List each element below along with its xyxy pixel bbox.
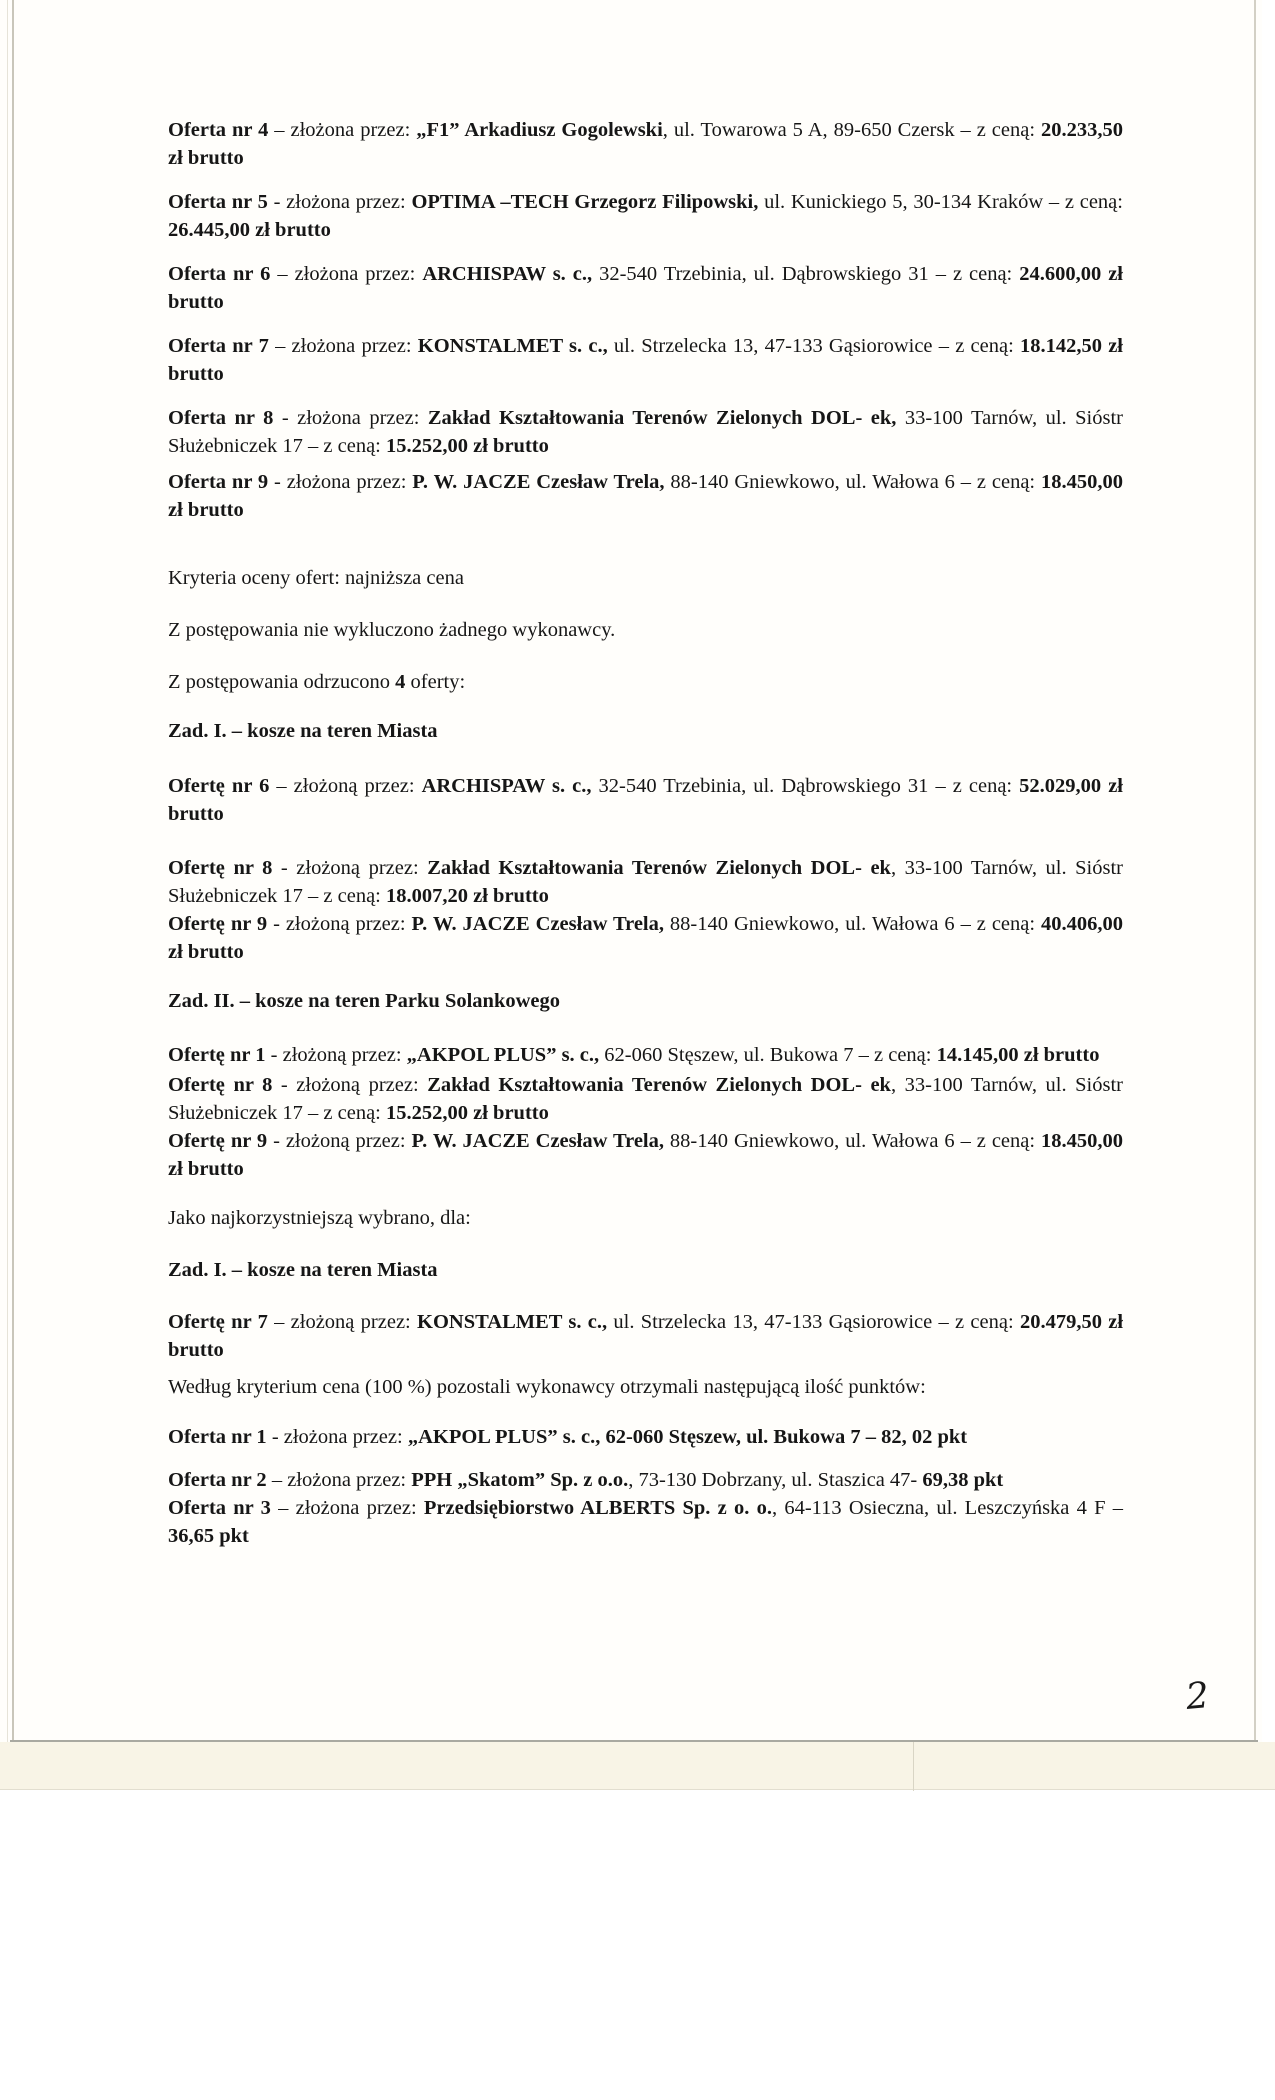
offer-paragraph-7 — [168, 332, 1123, 388]
offer-paragraph-9 — [168, 468, 1123, 524]
text-segment: KONSTALMET s. c., — [417, 335, 608, 357]
text-segment: ARCHISPAW s. c., — [422, 263, 593, 285]
text-segment: 40.406,00 zł brutto — [168, 913, 1123, 963]
text-segment: Z postępowania odrzucono — [168, 671, 396, 693]
text-segment: Zad. II. – kosze na teren Parku Solankowego — [168, 990, 561, 1012]
criteria-line — [168, 564, 1123, 592]
text-segment: OPTIMA –TECH Grzegorz Filipowski, — [411, 191, 759, 213]
text-segment: ul. Strzelecka 13, 47-133 Gąsiorowice – z ceną: — [607, 1311, 1020, 1333]
text-segment: Oferta nr 8 — [168, 407, 274, 429]
text-segment: Ofertę nr 1 — [168, 1044, 266, 1066]
rejected-offer-8-task2 — [168, 1071, 1123, 1127]
text-segment: Oferta nr 1 — [168, 1426, 267, 1448]
text-segment: 4 — [395, 671, 406, 693]
text-segment: - złożoną przez: — [267, 1130, 412, 1152]
scan-edge-right — [1254, 0, 1256, 1742]
text-segment: oferty: — [405, 671, 466, 693]
text-segment: Oferta nr 3 — [168, 1497, 271, 1519]
points-offer-2 — [168, 1466, 1123, 1494]
text-segment: 88-140 Gniewkowo, ul. Wałowa 6 – z ceną: — [664, 913, 1041, 935]
scanner-background-band — [0, 1742, 1275, 1790]
text-segment: - złożoną przez: — [267, 913, 412, 935]
text-segment: 32-540 Trzebinia, ul. Dąbrowskiego 31 – z ceną: — [591, 775, 1020, 797]
text-segment: – złożoną przez: — [267, 1311, 418, 1333]
text-segment: Oferta nr 7 — [168, 335, 269, 357]
text-segment: Kryteria oceny ofert: najniższa cena — [168, 567, 464, 589]
points-offer-3 — [168, 1494, 1123, 1550]
scan-artifact-line — [913, 1742, 914, 1791]
text-segment: Zad. I. – kosze na teren Miasta — [168, 720, 438, 742]
text-segment: - złożona przez: — [268, 471, 413, 493]
text-segment: Zakład Kształtowania Terenów Zielonych DOL- ek — [427, 857, 891, 879]
text-segment: 24.600,00 zł brutto — [168, 263, 1123, 313]
text-segment: 26.445,00 zł brutto — [168, 219, 331, 241]
text-segment: 88-140 Gniewkowo, ul. Wałowa 6 – z ceną: — [664, 1130, 1041, 1152]
text-segment: Z postępowania nie wykluczono żadnego wykonawcy. — [168, 619, 616, 641]
text-segment: , 73-130 Dobrzany, ul. Staszica 47- — [628, 1469, 923, 1491]
text-segment: 52.029,00 zł brutto — [168, 775, 1124, 825]
text-segment: – złożoną przez: — [269, 775, 422, 797]
text-segment: – złożona przez: — [266, 1469, 412, 1491]
text-segment: Oferta nr 6 — [168, 263, 271, 285]
text-segment: P. W. JACZE Czesław Trela, — [412, 471, 665, 493]
text-segment: - złożona przez: — [267, 191, 412, 213]
text-segment: 88-140 Gniewkowo, ul. Wałowa 6 – z ceną: — [664, 471, 1041, 493]
text-segment: Jako najkorzystniejszą wybrano, dla: — [168, 1207, 471, 1229]
text-segment: 20.479,50 zł brutto — [168, 1311, 1124, 1361]
text-segment: Oferta nr 9 — [168, 471, 269, 493]
text-segment: Ofertę nr 9 — [168, 913, 268, 935]
rejected-offer-6 — [168, 772, 1123, 828]
text-segment: – złożona przez: — [270, 263, 423, 285]
text-segment: – złożona przez: — [268, 119, 417, 141]
text-segment: Według kryterium cena (100 %) pozostali wykonawcy otrzymali następującą ilość punktów: — [168, 1376, 926, 1398]
text-segment: Zad. I. – kosze na teren Miasta — [168, 1259, 438, 1281]
text-segment: , 33-100 Tarnów, ul. Sióstr Służebniczek 17 – z ceną: — [168, 1074, 1124, 1124]
winning-offer-7 — [168, 1308, 1123, 1364]
text-segment: Ofertę nr 9 — [168, 1130, 268, 1152]
text-segment: KONSTALMET s. c., — [417, 1311, 608, 1333]
text-segment: Przedsiębiorstwo ALBERTS Sp. z o. o. — [423, 1497, 772, 1519]
text-segment: 62-060 Stęszew, ul. Bukowa 7 – z ceną: — [599, 1044, 937, 1066]
text-segment: Zakład Kształtowania Terenów Zielonych DOL- ek — [427, 1074, 891, 1096]
text-segment: , 64-113 Osieczna, ul. Leszczyńska 4 F – — [771, 1497, 1123, 1519]
text-segment: - złożoną przez: — [265, 1044, 407, 1066]
points-offer-1 — [168, 1423, 1123, 1451]
scan-edge-left — [12, 0, 14, 1742]
text-segment: Ofertę nr 6 — [168, 775, 270, 797]
text-segment: Oferta nr 4 — [168, 119, 269, 141]
text-segment: 15.252,00 zł brutto — [386, 435, 549, 457]
text-segment: Ofertę nr 8 — [168, 1074, 273, 1096]
offer-paragraph-6 — [168, 260, 1123, 316]
text-segment: - złożona przez: — [266, 1426, 408, 1448]
text-segment: , ul. Towarowa 5 A, 89-650 Czersk – z ceną: — [662, 119, 1041, 141]
text-segment: „AKPOL PLUS” s. c., 62-060 Stęszew, ul. Bukowa 7 – 82, 02 pkt — [407, 1426, 968, 1448]
points-intro-line — [168, 1373, 1123, 1401]
text-segment: Oferta nr 5 — [168, 191, 268, 213]
task1-heading — [168, 717, 1123, 745]
text-segment: P. W. JACZE Czesław Trela, — [411, 913, 664, 935]
text-segment: Oferta nr 2 — [168, 1469, 267, 1491]
text-segment: PPH „Skatom” Sp. z o.o. — [411, 1469, 629, 1491]
text-segment: ARCHISPAW s. c., — [421, 775, 592, 797]
text-segment: - złożoną przez: — [272, 857, 428, 879]
text-segment: 18.450,00 zł brutto — [168, 1130, 1123, 1180]
rejected-offer-9-task2 — [168, 1127, 1123, 1183]
text-segment: 33-100 Tarnów, ul. Sióstr Służebniczek 17 – z ceną: — [168, 407, 1123, 457]
text-segment: 14.145,00 zł brutto — [936, 1044, 1100, 1066]
text-segment: „F1” Arkadiusz Gogolewski — [416, 119, 663, 141]
no-exclusions-line — [168, 616, 1123, 644]
text-segment: 15.252,00 zł brutto — [386, 1102, 549, 1124]
rejected-offer-9-task1 — [168, 910, 1123, 966]
text-segment: , 33-100 Tarnów, ul. Sióstr Służebniczek 17 – z ceną: — [168, 857, 1124, 907]
best-chosen-line — [168, 1204, 1123, 1232]
offer-paragraph-8 — [168, 404, 1123, 460]
rejected-line — [168, 668, 1123, 696]
text-segment: - złożona przez: — [273, 407, 428, 429]
text-segment: – złożona przez: — [268, 335, 418, 357]
text-segment: ul. Strzelecka 13, 47-133 Gąsiorowice – z ceną: — [607, 335, 1020, 357]
text-segment: – złożona przez: — [270, 1497, 424, 1519]
text-segment: 36,65 pkt — [168, 1525, 249, 1547]
text-segment: Ofertę nr 8 — [168, 857, 273, 879]
text-segment: 69,38 pkt — [922, 1469, 1004, 1491]
rejected-offer-8-task1 — [168, 854, 1123, 910]
text-segment: Ofertę nr 7 — [168, 1311, 268, 1333]
text-segment: 18.450,00 zł brutto — [168, 471, 1123, 521]
text-segment: 32-540 Trzebinia, ul. Dąbrowskiego 31 – z ceną: — [592, 263, 1020, 285]
document-body — [168, 116, 1123, 1550]
offer-paragraph-4 — [168, 116, 1123, 172]
text-segment: - złożoną przez: — [272, 1074, 428, 1096]
rejected-offer-1-task2 — [168, 1041, 1123, 1069]
text-segment: 20.233,50 zł brutto — [168, 119, 1123, 169]
page-number: 2 — [1184, 1675, 1211, 1718]
task1-heading-2 — [168, 1256, 1123, 1284]
text-segment: 18.007,20 zł brutto — [386, 885, 549, 907]
text-segment: 18.142,50 zł brutto — [168, 335, 1123, 385]
text-segment: P. W. JACZE Czesław Trela, — [411, 1130, 664, 1152]
text-segment: Zakład Kształtowania Terenów Zielonych DOL- ek, — [427, 407, 897, 429]
offer-paragraph-5 — [168, 188, 1123, 244]
text-segment: „AKPOL PLUS” s. c., — [406, 1044, 600, 1066]
text-segment: ul. Kunickiego 5, 30-134 Kraków – z ceną: — [758, 191, 1123, 213]
scan-edge-left-outer — [7, 0, 8, 1742]
task2-heading — [168, 987, 1123, 1015]
